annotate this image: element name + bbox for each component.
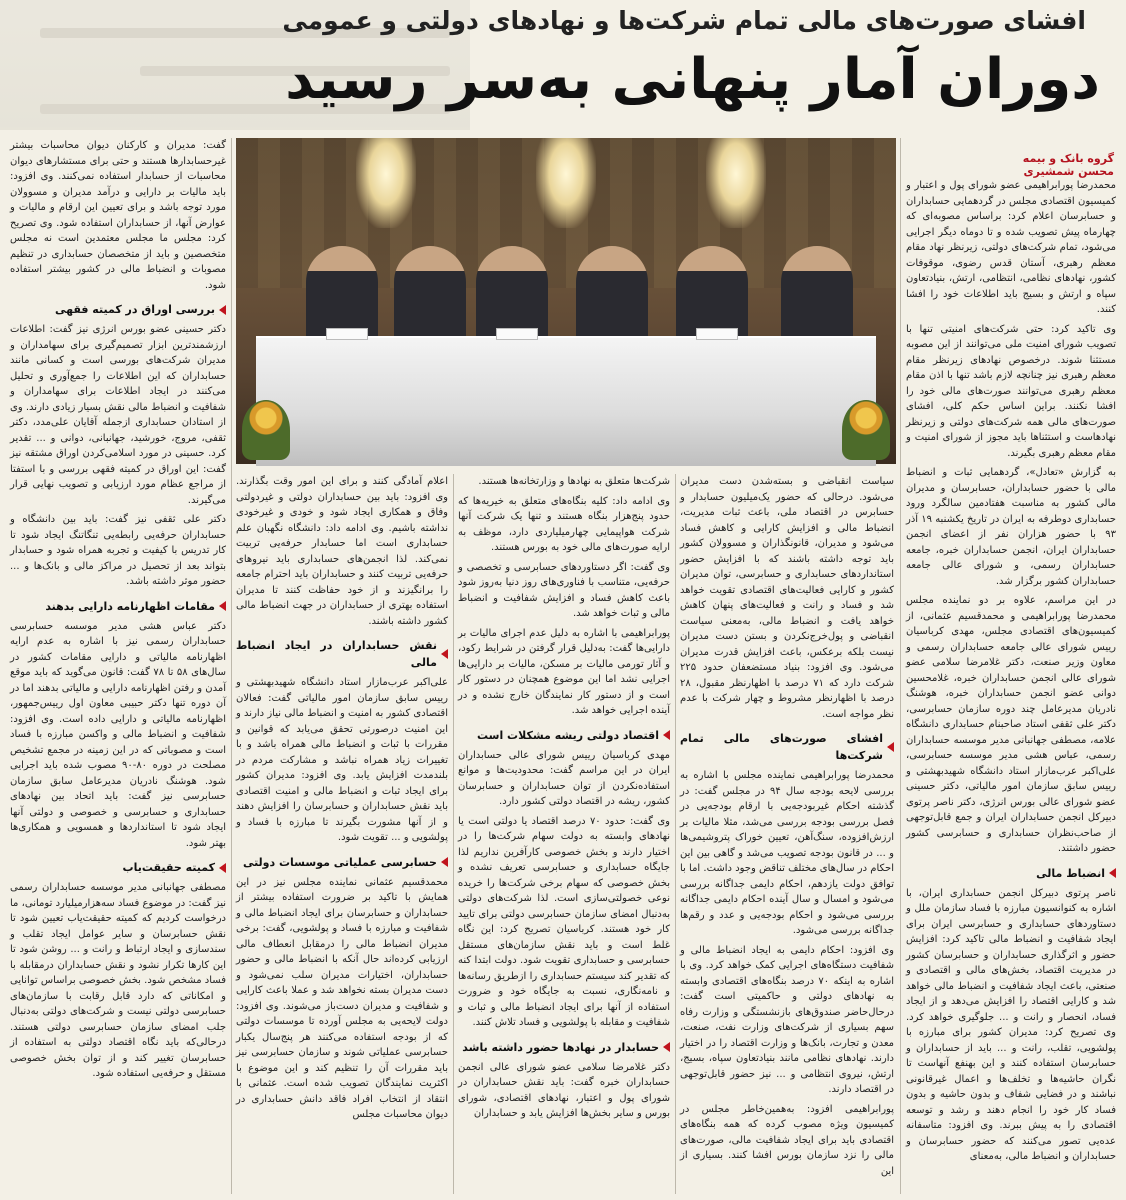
paragraph: وی گفت: اگر دستاوردهای حسابرسی و تخصصی و حرفه‌یی، متناسب با فناوری‌های روز دنیا به‌روز شود باعث کاهش فساد و افزایش شفافیت و انضباط مالی و ثبات خواهد شد. bbox=[458, 561, 670, 619]
kicker-headline: افشای صورت‌های مالی تمام شرکت‌ها و نهادهای دولتی و عمومی bbox=[282, 6, 1086, 35]
column-mid-left bbox=[458, 474, 670, 1194]
column-mid-right bbox=[680, 474, 894, 1194]
panelist-figure bbox=[394, 246, 466, 342]
conference-table bbox=[256, 336, 876, 466]
paragraph: اعلام آمادگی کنند و برای این امور وقت بگذارند. وی افزود: باید بین حسابداران دولتی و غیردولتی وفاق و همکاری ایجاد شود و خودی و غیرخودی نداشته باشیم. وی ادامه داد: دانشگاه نگهبان علم حسابداری است اما حسابدار حرفه‌یی تربیت نمی‌کند. لذا انجمن‌های حسابداری باید نیروهای حرفه‌یی تربیت کنند و حسابداران باید احترام جامعه را برانگیزند و از خود حفاظت کنند تا مدیران استفاده بهتری از حسابداران در جهت انضباط مالی کشور داشته باشند. bbox=[236, 476, 448, 627]
bullet-triangle-icon bbox=[663, 1042, 670, 1052]
paragraph: ناصر پرتوی دبیرکل انجمن حسابداری ایران، با اشاره به کنوانسیون مبارزه با فساد سازمان ملل و دستاوردهای حسابداری و حسابرسی ایران برای ایجاد شفافیت و انضباط مالی تاکید کرد: افزایش حضور و اثرگذاری حسابداران و حسابرسان کشور در مدیریت اقتصاد، بخش‌های مالی و اقتصادی و صنعتی، باعث ایجاد شفافیت و انضباط مالی خواهد شد و کارایی اقتصاد را افزایش می‌دهد و از ایجاد فساد، انحصار و رانت و ... جلوگیری خواهد کرد. وی تصریح کرد: مدیران کشور برای مبارزه با پولشویی، تقلب، رانت و ... باید از حسابداران و حسابرسان استفاده کنند و این بهنفع آنهاست تا نگران حاشیه‌ها و تخلف‌ها و اعمال غیرقانونی نباشند و در فضایی شفاف و بدون حاشیه و بدون فساد کار خود را انجام دهند و رشد و توسعه اقتصادی را به پیش ببرند. وی افزود: متاسفانه عده‌یی تصور می‌کنند که حضور حسابرسان و حسابداران و انضباط مالی، به‌معنای bbox=[906, 887, 1116, 1163]
subheading bbox=[236, 854, 448, 871]
bullet-triangle-icon bbox=[441, 649, 448, 659]
subheading bbox=[10, 598, 226, 615]
paragraph: محمدرضا پورابراهیمی نماینده مجلس با اشاره به بررسی لایحه بودجه سال ۹۴ در مجلس گفت: در گذشته احکام غیربودجه‌یی با ارقام بودجه‌یی در فصل بررسی بودجه بررسی می‌شد، مثلا مالیات بر ارزش‌افزوده، سنگ‌آهن، تعیین خوراک پتروشیمی‌ها و ... در قانون بودجه تصویب می‌شد و گاهی بین این احکام در سال‌های مختلف تناقض وجود داشت. اما با توافق دولت یازدهم، احکام دایمی جداگانه بررسی می‌شود و امسال و سال آینده احکام دایمی جداگانه بررسی می‌شود و احکام بودجه‌یی و عدد و رقم‌ها جداگانه بررسی می‌شود. bbox=[680, 770, 894, 937]
paragraph: دکتر علی ثقفی نیز گفت: باید بین دانشگاه و حسابداران حرفه‌یی رابطه‌یی تنگاتنگ ایجاد شود تا کار تدریس با کیفیت و تجربه همراه شود و حسابدار بتواند بعد از تحصیل در مراکز مالی و بانک‌ها و ... حضور موثر داشته باشد. bbox=[10, 514, 226, 588]
subheading bbox=[906, 865, 1116, 882]
paragraph: به گزارش «تعادل»، گردهمایی ثبات و انضباط مالی با حضور حسابداران، حسابرسان و مدیران مالی کشور به مناسبت هفتادمین سالگرد ورود حسابداری دوطرفه به ایران در تاریخ یکشنبه ۱۹ آذر ۹۳ با حضور هزاران نفر از اعضای انجمن حسابداران ایران، انجمن حسابداران خبره، جامعه حسابداران رسمی، و شورای عالی جامعه حسابداران کشور برگزار شد. bbox=[906, 467, 1116, 587]
subheading bbox=[236, 637, 448, 671]
paragraph: پورابراهیمی با اشاره به دلیل عدم اجرای مالیات بر دارایی‌ها گفت: به‌دلیل قرار گرفتن در شرایط رکود، و آثار تورمی مالیات بر مسکن، مالیات بر دارایی‌ها اجرایی نشد اما این موضوع همچنان در دستور کار است و از دستور کار نمایندگان خارج نشده و در آینده اجرایی خواهد شد. bbox=[458, 627, 670, 716]
subheading-text: نقش حسابداران در ایجاد انضباط مالی bbox=[236, 639, 437, 670]
subheading-text: افشای صورت‌های مالی تمام شرکت‌ها bbox=[680, 732, 883, 763]
nameplate bbox=[696, 328, 738, 340]
chandelier-icon bbox=[706, 138, 766, 228]
column-left bbox=[236, 474, 448, 1194]
subheading bbox=[10, 859, 226, 876]
subheading-text: مقامات اظهارنامه دارایی بدهند bbox=[45, 599, 215, 613]
column-divider bbox=[675, 474, 676, 1194]
subheading bbox=[458, 727, 670, 744]
paragraph: در این مراسم، علاوه بر دو نماینده مجلس محمدرضا پورابراهیمی و محمدقسیم عثمانی، از کمیسیون‌های اقتصادی مجلس، مهدی کرباسیان رییس شورای عالی جامعه حسابداران رسمی و معاون وزیر صنعت، دکتر غلامرضا سلامی عضو شورای عالی انجمن حسابداران خبره، غلامحسین دوانی عضو انجمن حسابداران خبره، هوشنگ نادریان مدیرعامل چند دوره سازمان حسابرسی، دکتر علی ثقفی استاد صاحبنام حسابداری دانشگاه علامه، مصطفی جهانبانی مدیر موسسه حسابداران رسمی، عباس هشی مدیر موسسه حسابرسی، علی‌اکبر عرب‌مازار استاد دانشگاه شهیدبهشتی و رییس سابق سازمان امور مالیاتی، دکتر حسینی عضو شورای عالی بورس انرژی، دکتر ناصر پرتوی دبیرکل انجمن حسابداران ایران و جمع قابل‌توجهی از صاحب‌نظران حسابداری و حسابرسی کشور حضور داشتند. bbox=[906, 595, 1116, 854]
paragraph: وی گفت: حدود ۷۰ درصد اقتصاد یا دولتی است یا نهادهای وابسته به دولت سهام شرکت‌ها را در اختیار دارند و بخش خصوصی کارآفرین نداریم لذا جایگاه حسابداری و حسابرسی تعریف نشده و بخش خصوصی که سهام برخی شرکت‌ها را خریده نوعی خصولتی‌سازی است. لذا شرکت‌های دولتی به‌دنبال امضای سازمان حسابرسی دولتی برای تایید کار خود هستند. کرباسیان تصریح کرد: این نگاه غلط است و باید نقش سازمان‌های مستقل حسابرسی و حسابداری تقویت شود. دولت ابتدا کنه که تقدیر کند سیستم حسابداری را ازطریق رسانه‌ها و نامه‌نگاری، نسبت به جایگاه خود و ضرورت استفاده از آنها برای ایجاد انضباط مالی و ثبات و شفافیت و مقابله با پولشویی و فساد تلاش کنند. bbox=[458, 815, 670, 1029]
paragraph: شرکت‌ها متعلق به نهادها و وزارتخانه‌ها هستند. bbox=[478, 476, 670, 487]
subheading-text: حسابدار در نهادها حضور داشته باشد bbox=[462, 1040, 659, 1054]
paragraph: سیاست انقباضی و بسته‌شدن دست مدیران می‌شود. درحالی که حضور یک‌میلیون حسابدار و حسابرس در اقتصاد ملی، باعث ثبات مدیریت، انضباط مالی و افزایش کارایی و کاهش فساد می‌شود و مدیران، قانونگذاران و مسوولان کشور باید توجه داشته باشند که با افزایش حضور استانداردهای حسابداری و حسابرسی، توان مدیران کشور و کارایی فعالیت‌های اقتصادی تقویت خواهد شد و فساد و رانت و فعالیت‌های پنهان کاهش خواهد یافت و انضباط مالی، به‌معنی سیاست انقباضی و پول‌خرج‌نکردن و بستن دست مدیران نیست بلکه برعکس، باعث افزایش قدرت مدیران می‌شود. وی افزود: بنیاد مستضعفان حدود ۲۲۵ شرکت دارد که ۷۱ درصد با اظهارنظر مقبول، ۲۸ درصد با اظهارنظر مشروط و چهار شرکت با عدم نظر مواجه است. bbox=[680, 476, 894, 720]
flower-icon bbox=[242, 400, 290, 460]
bullet-triangle-icon bbox=[219, 305, 226, 315]
paragraph: دکتر غلامرضا سلامی عضو شورای عالی انجمن حسابداران خبره گفت: باید نقش حسابداران در شورای پول و اعتبار، نهادهای اقتصادی، شورای بورس و سایر بخش‌ها افزایش یابد و حسابداران bbox=[458, 1061, 670, 1120]
paragraph: دکتر حسینی عضو بورس انرژی نیز گفت: اطلاعات ارزشمندترین ابزار تصمیم‌گیری برای سهامداران و مدیران شرکت‌های بورسی است و کسانی مانند حسابداران که این اطلاعات را جمع‌آوری و تحلیل می‌کنند در ایجاد اطلاعات برای سهامداران و شفافیت و انضباط مالی نقش بسیار زیادی دارند. وی از استادان حسابداری ازجمله آقایان علی‌مدد، دکتر ثقفی، مروج، خورشید، جهانبانی، دوانی و ... تقدیر کرد. حسینی در مورد اسلامی‌کردن اوراق مشتقه نیز گفت: این اوراق در کمیته فقهی بررسی و با استفتا از مراجع عظام مورد ارزیابی و تصویب نهایی قرار می‌گیرند. bbox=[10, 324, 226, 506]
subheading-text: اقتصاد دولتی ریشه مشکلات است bbox=[477, 728, 659, 742]
byline-desk-name: گروه بانک و بیمه bbox=[1022, 152, 1114, 165]
paragraph: محمدرضا پورابراهیمی عضو شورای پول و اعتبار و کمیسیون اقتصادی مجلس در گردهمایی حسابداران و حسابرسان اعلام کرد: براساس مصوبه‌ای که چهارماه پیش تصویب شده و تا دوماه دیگر اجرایی می‌شود، تمام شرکت‌های دولتی، زیرنظر نهاد مقام معظم رهبری، آستان قدس رضوی، موقوفات کشور، نهادهای نظامی، انتظامی، ارتش، بنیادتعاون سپاه و ارتش و بسیج باید اطلاعات خود را افشا کنند. bbox=[906, 180, 1116, 315]
paragraph: علی‌اکبر عرب‌مازار استاد دانشگاه شهیدبهشتی و رییس سابق سازمان امور مالیاتی گفت: فعالان اقتصادی کشور به امنیت و انضباط مالی نیاز دارند و این امنیت درصورتی تحقق می‌یابد که قوانین و مقررات با ثبات و انضباط مالی همراه باشد و با تغییرات زیاد همراه نباشد و مشارکت مردم در بلندمدت افزایش یابد. وی افزود: مدیران کشور برای ایجاد ثبات و انضباط مالی و امنیت اقتصادی باید نقش حسابداران و حسابرسان را افزایش دهند و از آنها مشورت بگیرند تا مبارزه با فساد و پولشویی و ... تقویت شود. bbox=[236, 677, 448, 844]
subheading-text: حسابرسی عملیاتی موسسات دولتی bbox=[242, 855, 437, 869]
column-right bbox=[906, 178, 1116, 1194]
column-divider bbox=[900, 138, 901, 1194]
subheading-text: انضباط مالی bbox=[1036, 866, 1105, 880]
panelist-figure bbox=[576, 246, 648, 342]
conference-photo bbox=[236, 138, 896, 464]
bullet-triangle-icon bbox=[219, 863, 226, 873]
paragraph: وی ادامه داد: کلیه بنگاه‌های متعلق به خیریه‌ها که حدود پنج‌هزار بنگاه هستند و تنها یک شرکت آنها شرکت هواپیمایی چهارمیلیاردی دارد، موظف به ارایه صورت‌های مالی خود به بورس هستند. bbox=[458, 495, 670, 553]
subheading bbox=[10, 301, 226, 318]
subheading bbox=[458, 1039, 670, 1056]
bullet-triangle-icon bbox=[663, 730, 670, 740]
subheading-text: بررسی اوراق در کمیته فقهی bbox=[54, 303, 215, 316]
nameplate bbox=[496, 328, 538, 340]
paragraph: دکتر عباس هشی مدیر موسسه حسابرسی حسابداران رسمی نیز با اشاره به عدم ارایه اظهارنامه مالیاتی و دارایی مقامات کشور در سال‌های ۵۸ تا ۷۸ گفت: قانون می‌گوید که باید موقع آمدن و رفتن اظهارنامه دارایی و مالیاتی بدهند اما در آن دوره تنها دکتر حبیبی معاون اول رییس‌جمهور، اظهارنامه مالیاتی و دارایی داده است. وی افزود: شفافیت و انضباط مالی و واکسن مبارزه با فساد است و مصوباتی که در این زمینه در مجمع تشخیص مصلحت در دوره ۸۰-۹۰ مصوب شده باید اجرایی شود. هوشنگ نادریان مدیرعامل سابق سازمان حسابرسی نیز گفت: باید اتحاد بین نهادهای حسابداری و حسابرسی و خصوصی و دولتی آنها ایجاد شود تا استانداردها و همسویی و همکاری‌ها بهتر شود. bbox=[10, 620, 226, 849]
column-far-left bbox=[10, 138, 226, 1194]
nameplate bbox=[326, 328, 368, 340]
paragraph: مصطفی جهانبانی مدیر موسسه حسابداران رسمی نیز گفت: در موضوع فساد سه‌هزارمیلیارد تومانی، ما درخواست کردیم که کمیته حقیقت‌یاب تعیین شود تا نقش حسابرسان و سایر عوامل ایجاد تقلب و سندسازی و ایجاد ارتباط و رانت و ... روشن شود تا این کارها تکرار نشود و نقش حسابداران درمقابله با فساد مشخص شود. بخش خصوصی براساس توانایی و امکاناتی که دارد قابل رقابت با سازمان‌های حسابرسی دولتی نیست و شرکت‌های دولتی به‌دنبال جلب امضای سازمان حسابرسی دولتی هستند. درحالی‌که باید نگاه اقتصاد دولتی به استفاده از حسابرسان تغییر کند و از توان بخش خصوصی مستقل و حرفه‌یی استفاده شود. bbox=[10, 882, 226, 1080]
subheading-text: کمیته حقیقت‌یاب bbox=[122, 861, 215, 875]
paragraph: وی تاکید کرد: حتی شرکت‌های امنیتی تنها با تصویب شورای امنیت ملی می‌توانند از این مصوبه مستثنا شوند. درخصوص نهادهای زیرنظر مقام معظم رهبری نیز چنانچه لازم باشد تنها با اذن مقام معظم رهبری می‌توانند صورت‌های مالی خود را افشا نکنند. براین اساس حکم کلی، افشای صورت‌های مالی همه شرکت‌های دولتی و زیرنظر نهادهاست و استثناها باید مجوز از شورای امنیت و مقام معظم رهبری بگیرند. bbox=[906, 323, 1116, 459]
main-headline: دوران آمار پنهانی به‌سر رسید bbox=[285, 47, 1100, 112]
flower-icon bbox=[842, 400, 890, 460]
chandelier-icon bbox=[536, 138, 596, 228]
paragraph: وی افزود: احکام دایمی به ایجاد انضباط مالی و شفافیت دستگاه‌های اجرایی کمک خواهد کرد. وی با اشاره به اینکه ۷۰ درصد بنگاه‌های اقتصادی وابسته به نهادهای دولتی و حاکمیتی است گفت: درحال‌حاضر صندوق‌های بازنشستگی و وزارت رفاه سهم بسیاری از شرکت‌های وزارت نفت، صنعت، معدن و تجارت، بانک‌ها و وزارت اقتصاد را در اختیار دارند. نهادهای نظامی مانند بنیادتعاون سپاه، بسیج، ارتش، نیروی انتظامی و ... نیز حضور قابل‌توجهی در اقتصاد دارند. bbox=[680, 944, 894, 1096]
paragraph: مهدی کرباسیان رییس شورای عالی حسابداران ایران در این مراسم گفت: محدودیت‌ها و موانع استفاده‌نکردن از توان حسابداران و حسابرسان کشور، ریشه در اقتصاد دولتی کشور دارد. bbox=[458, 749, 670, 808]
subheading bbox=[680, 730, 894, 764]
column-divider bbox=[231, 138, 232, 1194]
bullet-triangle-icon bbox=[1109, 868, 1116, 878]
bullet-triangle-icon bbox=[441, 857, 448, 867]
byline-desk bbox=[984, 152, 1114, 178]
bullet-triangle-icon bbox=[887, 742, 894, 752]
panelist-figure bbox=[781, 246, 853, 342]
paragraph: گفت: مدیران و کارکنان دیوان محاسبات بیشتر غیرحسابدارها هستند و حتی برای مستشارهای دیوان محاسبات از حسابدار استفاده نمی‌کنند. وی افزود: باید مالیات بر دارایی و درآمد مدیران و مسوولان مورد توجه باشد و برای تعیین این ارقام و مالیات و عوارض آنها، از حسابداران استفاده شود. وی تصریح کرد: مجلس ما مجلس معتمدین است نه مجلس متخصصین و باید از متخصصان حسابداری در تنظیم مصوبات و انضباط مالی در کشور بیشتر استفاده شود. bbox=[10, 140, 226, 291]
chandelier-icon bbox=[356, 138, 416, 228]
bullet-triangle-icon bbox=[219, 601, 226, 611]
column-divider bbox=[453, 474, 454, 1194]
paragraph: پورابراهیمی افزود: به‌همین‌خاطر مجلس در کمیسیون ویژه مصوب کرده که همه بنگاه‌های اقتصادی باید برای ایجاد شفافیت مالی، صورت‌های مالی را نزد سازمان بورس افشا کنند. بسیاری از این bbox=[680, 1103, 894, 1177]
paragraph: محمدقسیم عثمانی نماینده مجلس نیز در این همایش با تاکید بر ضرورت استفاده بیشتر از حسابداران و حسابرسان برای ایجاد انضباط مالی و شفافیت و مبارزه با فساد و پولشویی، گفت: برخی مدیران انضباط مالی را درمقابل انعطاف مالی ارزیابی کرده‌اند حال آنکه با انضباط مالی و حضور حسابداران، اختیارات مدیران سلب نمی‌شود و دست مدیران بسته نخواهد شد و عملا باعث کارایی و شفافیت و مدیران دست‌باز می‌شوند. وی افزود: دولت لایحه‌یی به مجلس آورده تا موسسات دولتی که از بودجه استفاده می‌کنند هر پنج‌سال یکبار حسابرسی عملیاتی شوند و سازمان حسابرسی نیز باید مقررات آن را تنظیم کند و این موضوع با اکثریت نمایندگان تصویب شده است. عثمانی با انتقاد از انتخاب افراد فاقد دانش حسابداری در دیوان محاسبات مجلس bbox=[236, 876, 448, 1121]
byline-author-name: محسن شمشیری bbox=[1023, 165, 1114, 178]
